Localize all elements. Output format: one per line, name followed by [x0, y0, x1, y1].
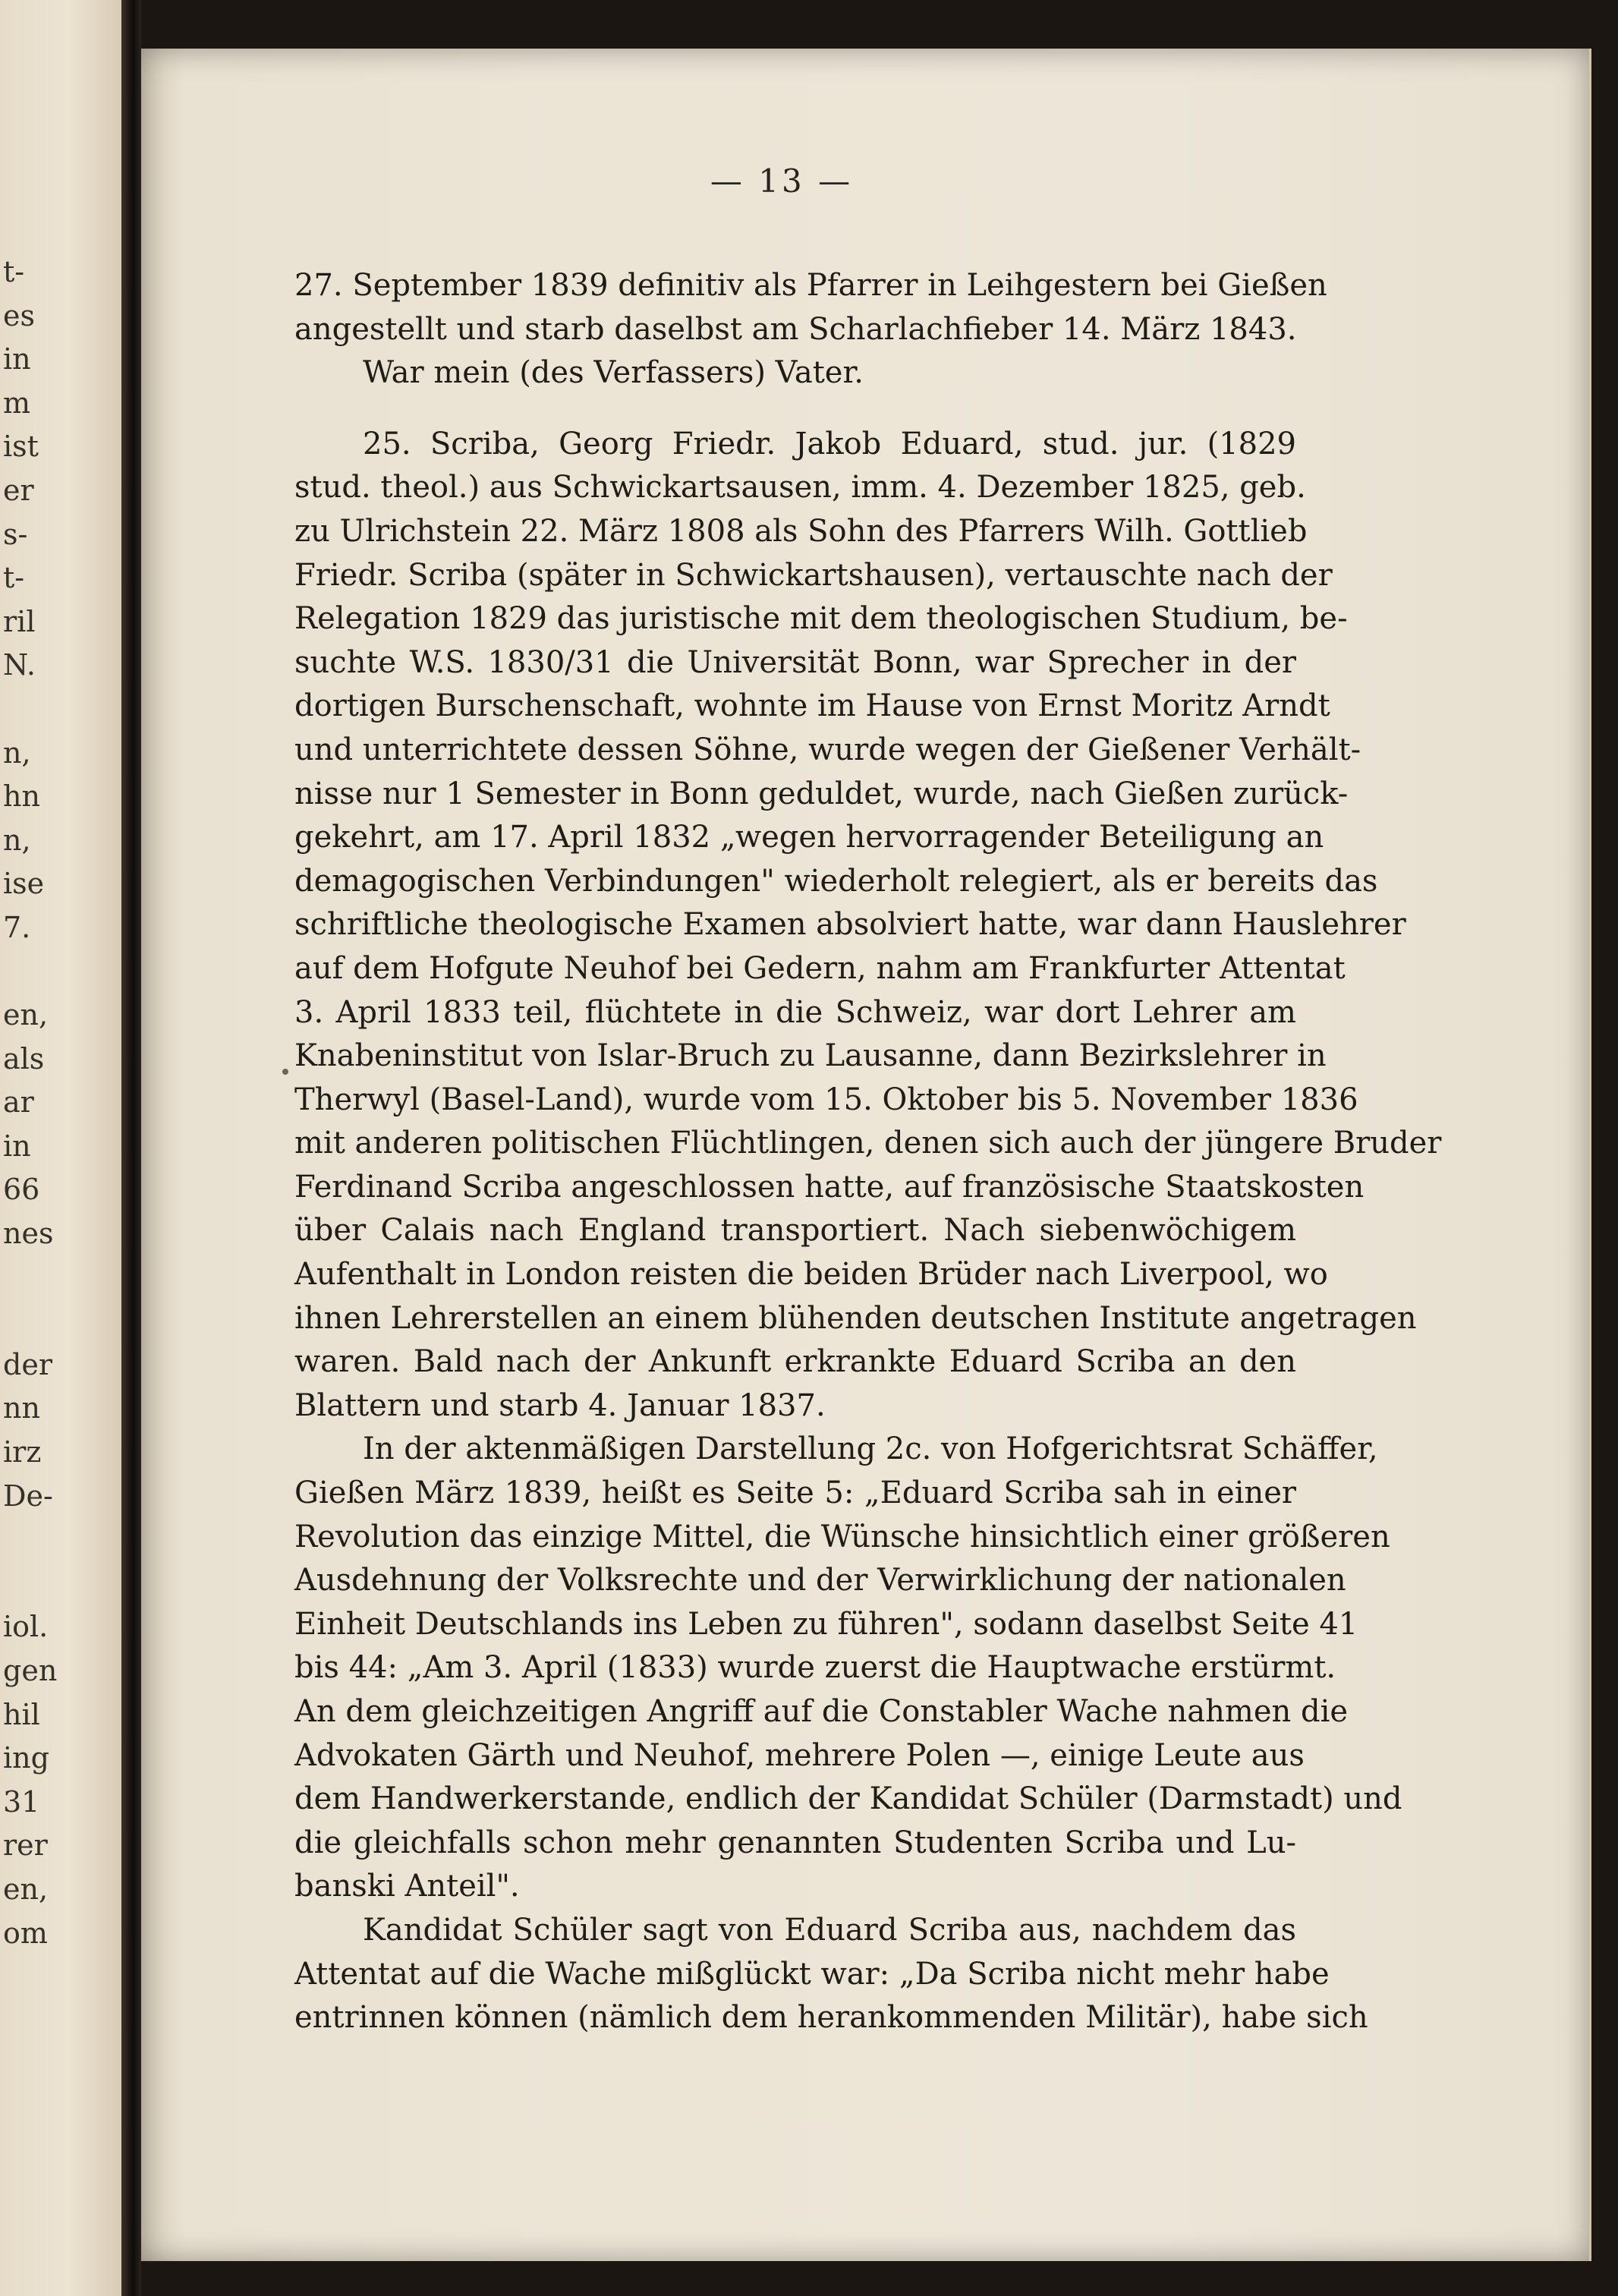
- left-page-fragment: es: [3, 298, 35, 332]
- text-line: Einheit Deutschlands ins Leben zu führen", sodann daselbst Seite 41: [294, 1606, 1358, 1642]
- left-page-fragment: [3, 1256, 117, 1300]
- text-line: An dem gleichzeitigen Angriff auf die Constabler Wache nahmen die: [294, 1694, 1349, 1729]
- left-page-edge: [0, 0, 121, 2296]
- text-line: Advokaten Gärth und Neuhof, mehrere Polen —, einige Leute aus: [294, 1737, 1305, 1773]
- left-page-fragment: om: [3, 1916, 48, 1950]
- text-line: schriftliche theologische Examen absolviert hatte, war dann Hauslehrer: [294, 907, 1406, 943]
- text-line: Ausdehnung der Volksrechte und der Verwirklichung der nationalen: [294, 1563, 1346, 1598]
- page-number: — 13 —: [710, 162, 854, 200]
- left-page-fragment: s-: [3, 517, 28, 551]
- text-line: über Calais nach England transportiert. Nach siebenwöchigem: [294, 1213, 1296, 1249]
- text-line: stud. theol.) aus Schwickartsausen, imm. 4. Dezember 1825, geb.: [294, 470, 1306, 505]
- left-page-fragment: gen: [3, 1654, 58, 1687]
- left-page-fragment: t-: [3, 561, 25, 595]
- text-line: dortigen Burschenschaft, wohnte im Hause von Ernst Moritz Arndt: [294, 688, 1330, 724]
- text-line: bis 44: „Am 3. April (1833) wurde zuerst die Hauptwache erstürmt.: [294, 1650, 1336, 1686]
- left-page-fragment: en,: [3, 998, 49, 1032]
- text-line: Therwyl (Basel-Land), wurde vom 15. Oktober bis 5. November 1836: [294, 1082, 1358, 1117]
- text-line: Knabeninstitut von Islar-Bruch zu Lausanne, dann Bezirkslehrer in: [294, 1038, 1327, 1074]
- text-line: ihnen Lehrerstellen an einem blühenden deutschen Institute angetragen: [294, 1300, 1417, 1336]
- paragraph-schaeffer-report: [294, 1428, 1402, 1909]
- book-gutter: [121, 0, 141, 2296]
- left-page-fragment: [3, 1518, 117, 1562]
- entry-25-scriba: [294, 423, 1442, 1428]
- left-page-fragment: De-: [3, 1479, 53, 1513]
- text-line: In der aktenmäßigen Darstellung 2c. von Hofgerichtsrat Schäffer,: [363, 1431, 1378, 1467]
- paragraph-continued: [294, 264, 1327, 395]
- text-line: Relegation 1829 das juristische mit dem theologischen Studium, be-: [294, 601, 1348, 637]
- text-line: waren. Bald nach der Ankunft erkrankte Eduard Scriba an den: [294, 1344, 1296, 1380]
- left-page-fragment: [3, 950, 117, 994]
- margin-mark: [282, 1069, 288, 1075]
- left-page-fragment: t-: [3, 255, 25, 288]
- text-line: War mein (des Verfassers) Vater.: [363, 355, 864, 391]
- left-page-fragment: [3, 688, 117, 732]
- left-page-fragment: in: [3, 342, 31, 376]
- left-page-fragment: m: [3, 386, 31, 420]
- page-text: [294, 264, 1442, 2040]
- text-line: Friedr. Scriba (später in Schwickartshausen), vertauschte nach der: [294, 557, 1333, 593]
- left-page-fragment: ril: [3, 604, 36, 638]
- text-line: mit anderen politischen Flüchtlingen, denen sich auch der jüngere Bruder: [294, 1126, 1442, 1161]
- left-page-fragment: [3, 1299, 117, 1343]
- left-page-fragment: 66: [3, 1173, 40, 1207]
- text-line: 27. September 1839 definitiv als Pfarrer in Leihgestern bei Gießen: [294, 268, 1327, 303]
- left-page-fragment: er: [3, 473, 34, 507]
- left-page-fragment: nn: [3, 1391, 40, 1425]
- text-line: die gleichfalls schon mehr genannten Studenten Scriba und Lu-: [294, 1825, 1296, 1860]
- left-page-fragment: N.: [3, 648, 36, 682]
- text-line: nisse nur 1 Semester in Bonn geduldet, wurde, nach Gießen zurück-: [294, 776, 1349, 811]
- left-page-fragment: hil: [3, 1697, 40, 1731]
- left-page-fragment: 31: [3, 1784, 40, 1819]
- text-line: banski Anteil".: [294, 1869, 520, 1904]
- left-page-fragment: ist: [3, 430, 39, 464]
- left-page-fragment: der: [3, 1347, 52, 1381]
- left-page-fragment: nes: [3, 1217, 54, 1251]
- paragraph-schueler-statement: [294, 1909, 1368, 2040]
- text-line: gekehrt, am 17. April 1832 „wegen hervorragender Beteiligung an: [294, 820, 1324, 855]
- text-line: Ferdinand Scriba angeschlossen hatte, auf französische Staatskosten: [294, 1169, 1365, 1205]
- left-page-fragment: 7.: [3, 910, 31, 944]
- left-page-fragment: in: [3, 1129, 31, 1163]
- left-page-fragment: rer: [3, 1828, 48, 1863]
- text-line: zu Ulrichstein 22. März 1808 als Sohn des Pfarrers Wilh. Gottlieb: [294, 513, 1308, 549]
- left-page-fragment: ing: [3, 1741, 49, 1775]
- left-page-fragment: en,: [3, 1872, 49, 1906]
- text-line: und unterrichtete dessen Söhne, wurde wegen der Gießener Verhält-: [294, 732, 1361, 767]
- text-line: demagogischen Verbindungen" wiederholt relegiert, als er bereits das: [294, 863, 1378, 899]
- text-line: Revolution das einzige Mittel, die Wünsche hinsichtlich einer größeren: [294, 1519, 1390, 1554]
- text-line: Blattern und starb 4. Januar 1837.: [294, 1387, 826, 1423]
- text-line: angestellt und starb daselbst am Scharlachfieber 14. März 1843.: [294, 311, 1297, 347]
- text-line: dem Handwerkerstande, endlich der Kandidat Schüler (Darmstadt) und: [294, 1781, 1402, 1817]
- left-page-fragment: ar: [3, 1085, 34, 1120]
- text-line: auf dem Hofgute Neuhof bei Gedern, nahm am Frankfurter Attentat: [294, 950, 1346, 986]
- left-page-fragments: [3, 250, 117, 1955]
- left-page-fragment: als: [3, 1041, 45, 1076]
- text-line: Kandidat Schüler sagt von Eduard Scriba aus, nachdem das: [363, 1912, 1296, 1948]
- left-page-fragment: irz: [3, 1435, 42, 1469]
- left-page-fragment: [3, 1562, 117, 1606]
- left-page-fragment: ise: [3, 867, 45, 901]
- left-page-fragment: n,: [3, 735, 31, 770]
- text-line: 25. Scriba, Georg Friedr. Jakob Eduard, stud. jur. (1829: [363, 426, 1296, 461]
- text-line: Gießen März 1839, heißt es Seite 5: „Eduard Scriba sah in einer: [294, 1476, 1296, 1511]
- left-page-fragment: n,: [3, 823, 31, 857]
- left-page-fragment: hn: [3, 780, 40, 814]
- text-line: suchte W.S. 1830/31 die Universität Bonn, war Sprecher in der: [294, 644, 1296, 680]
- left-page-fragment: iol.: [3, 1610, 49, 1644]
- text-line: Aufenthalt in London reisten die beiden Brüder nach Liverpool, wo: [294, 1257, 1328, 1293]
- text-line: Attentat auf die Wache mißglückt war: „Da Scriba nicht mehr habe: [294, 1956, 1330, 1992]
- text-line: 3. April 1833 teil, flüchtete in die Schweiz, war dort Lehrer am: [294, 994, 1296, 1030]
- text-line: entrinnen können (nämlich dem herankommenden Militär), habe sich: [294, 2000, 1368, 2036]
